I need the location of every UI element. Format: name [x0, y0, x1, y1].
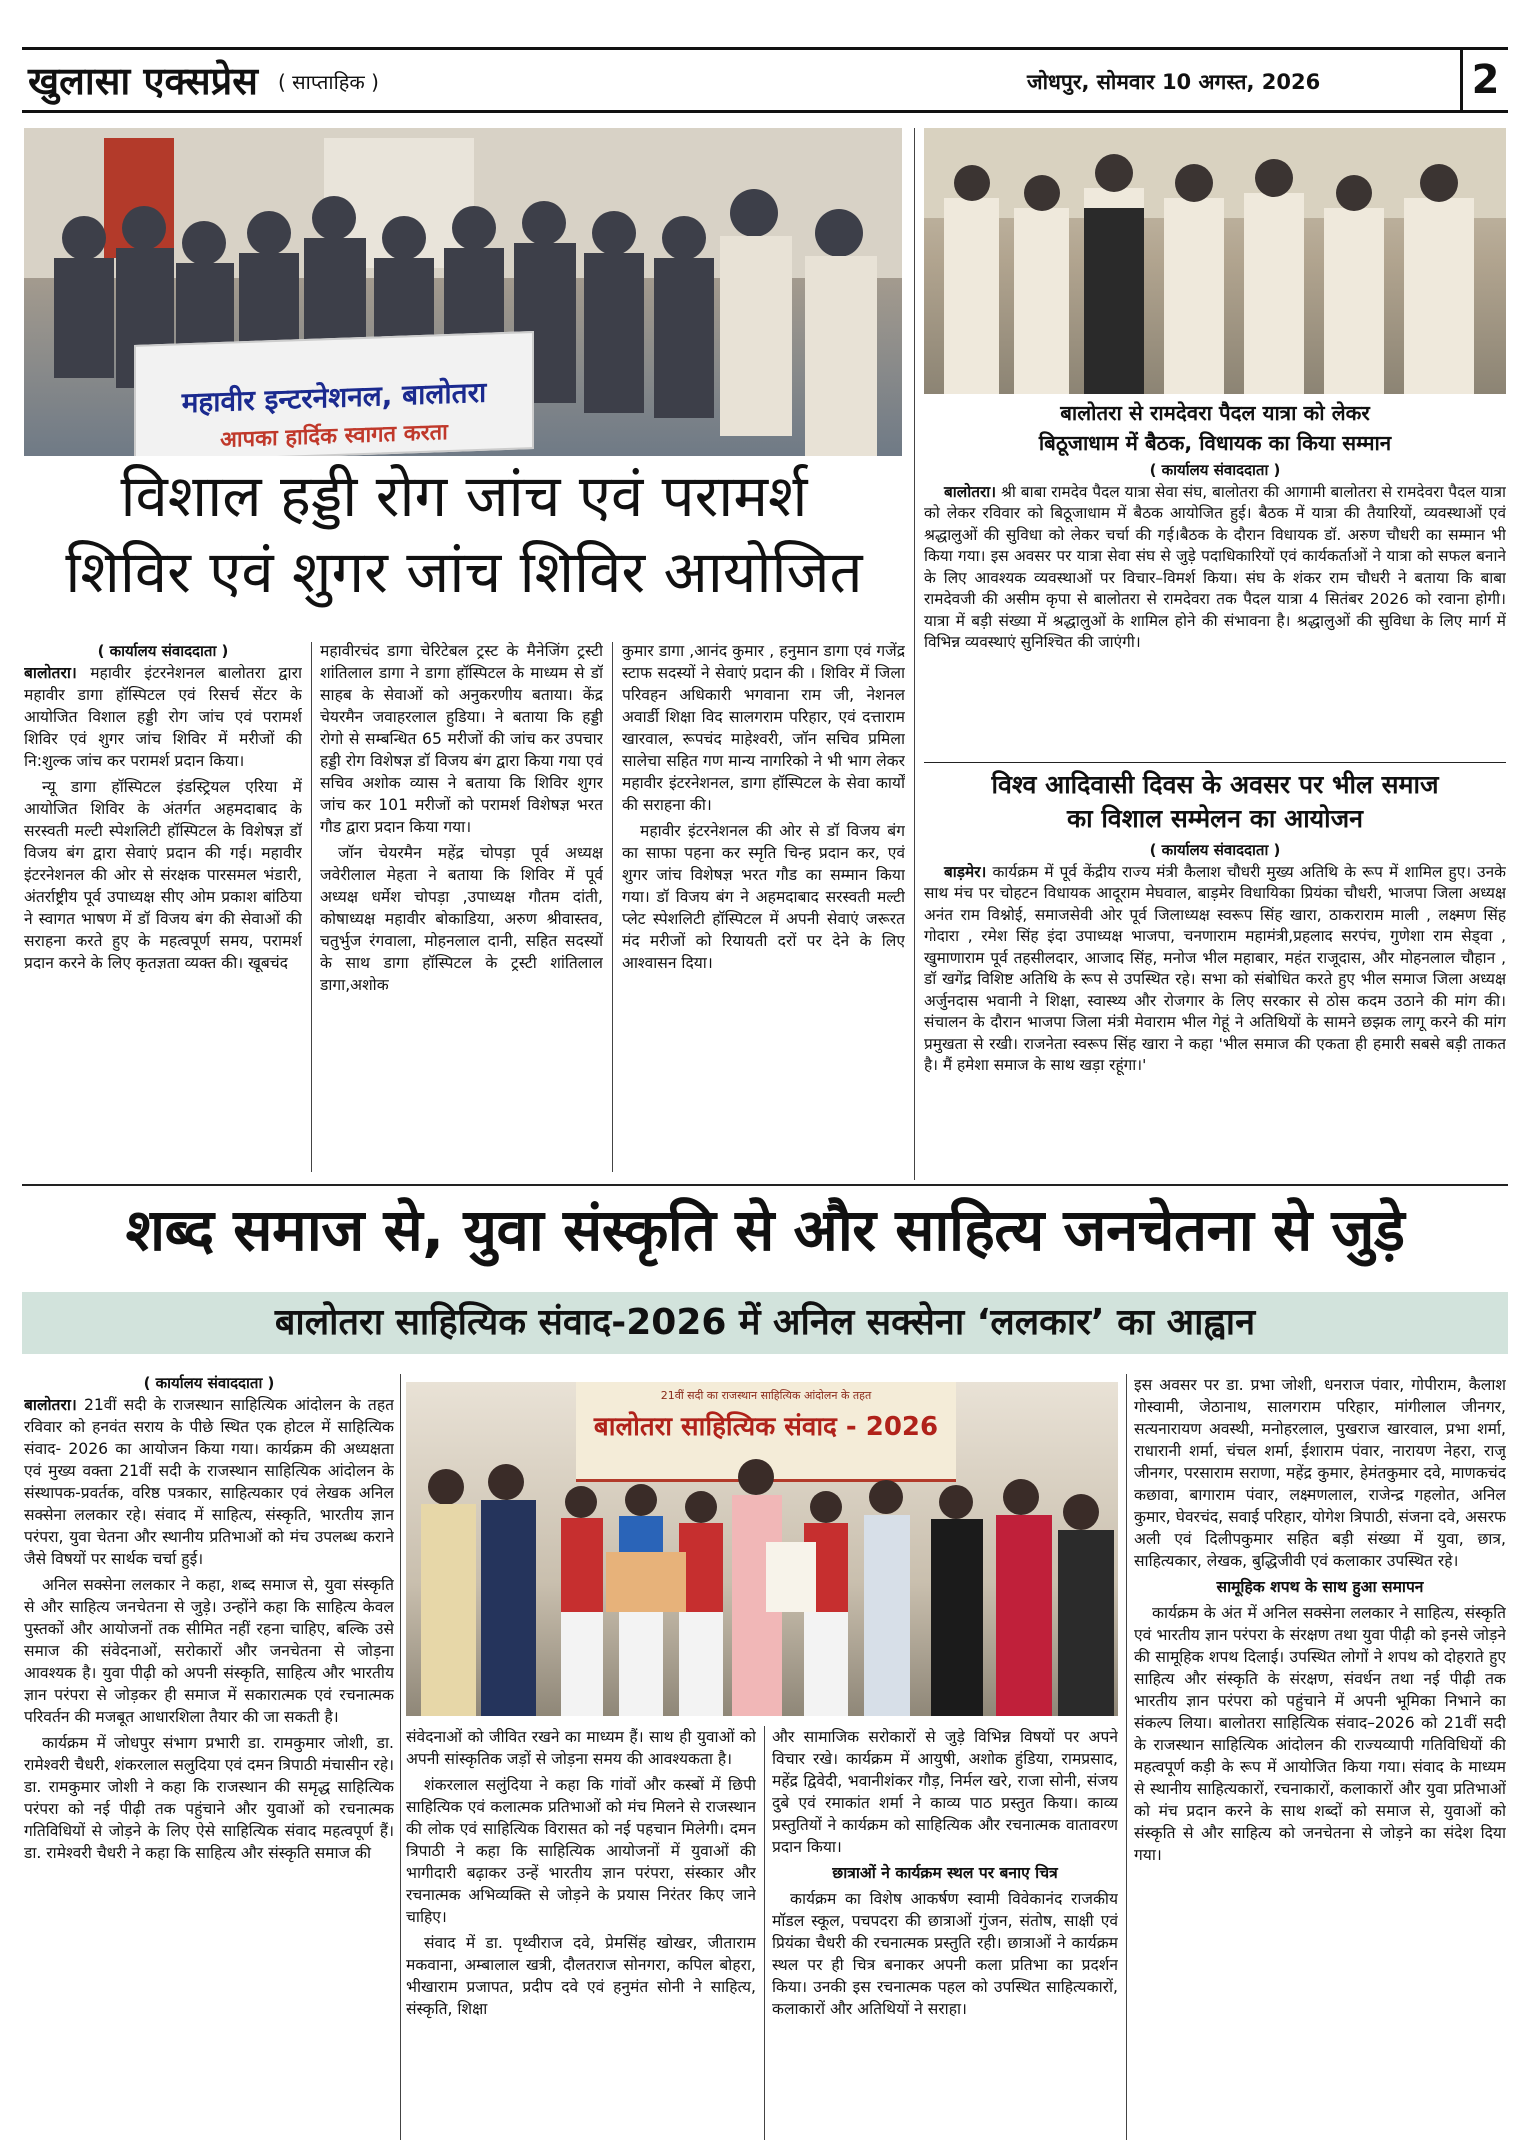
column-rule [612, 642, 613, 1172]
story1-col3-p2: महावीर इंटरनेशनल की ओर से डॉ विजय बंग का साफा पहना कर स्मृति चिन्ह प्रदान कर, एवं शुगर जांच विशेषज्ञ भरत गौड का सम्मान किया गया। डॉ विजय बंग ने अहमदाबाद सरस्वती मल्टी प्लेट स्पेशलिटी हॉस्पिटल में अपनी सेवाएं जरूरत मंद मरीजों को रियायती दरों पर देने के लिए आश्वासन दिया। [622, 822, 905, 972]
paper-name: खुलासा एक्सप्रेस [28, 59, 258, 103]
story4-col4-p2: कार्यक्रम के अंत में अनिल सक्सेना ललकार ने साहित्य, संस्कृति एवं भारतीय ज्ञान परंपरा के संरक्षण तथा युवा पीढ़ी को इनसे जोड़ने की सामूहिक शपथ दिलाई। उपस्थित लोगों ने शपथ को दोहराते हुए साहित्य और संस्कृति के संरक्षण, संवर्धन तथा नई पीढ़ी तक भारतीय ज्ञान परंपरा को पहुंचाने में अपनी भूमिका निभाने का संकल्प लिया। बालोतरा साहित्यिक संवाद–2026 को 21वीं सदी के राजस्थान साहित्यिक आंदोलन की राज्यव्यापी गतिविधियों की महत्वपूर्ण कड़ी के रूप में आयोजित किया गया। संवाद के माध्यम से स्थानीय साहित्यकारों, रचनाकारों, कलाकारों और युवा प्रतिभाओं को मंच प्रदान करने के साथ शब्दों को समाज से, युवाओं को संस्कृति से और साहित्य को जनचेतना से जोड़ने का संदेश दिया गया। [1134, 1604, 1506, 1864]
story4-subheadline-bar [22, 1292, 1508, 1354]
story1-col1-p1: महावीर इंटरनेशनल बालोतरा द्वारा महावीर डागा हॉस्पिटल एवं रिसर्च सेंटर के आयोजित विशाल हड्डी रोग जांच एवं परामर्श शिविर एवं शुगर जांच शिविर में मरीजों की नि:शुल्क जांच कर परामर्श प्रदान किया। [24, 664, 302, 770]
welcome-banner [134, 331, 534, 456]
story1-headline-line1: विशाल हड्डी रोग जांच एवं परामर्श [120, 462, 808, 530]
page-number-text: 2 [1471, 57, 1500, 103]
story4-credit: ( कार्यालय संवाददाता ) [143, 1374, 275, 1392]
story3-headline [924, 768, 1506, 836]
story4-col2-p1: संवेदनाओं को जीवित रखने का माध्यम हैं। साथ ही युवाओं को अपनी सांस्कृतिक जड़ों से जोड़ना समय की आवश्यकता है। [406, 1728, 756, 1768]
story4-col1-p2: अनिल सक्सेना ललकार ने कहा, शब्द समाज से, युवा संस्कृति से और साहित्य जनचेतना से जुड़े। उन्होंने कहा कि साहित्य केवल पुस्तकों और आयोजनों तक सीमित नहीं रहना चाहिए, बल्कि उसे समाज की संवेदनाओं, सरोकारों और जनचेतना से जोड़ना आवश्यक है। युवा पीढ़ी को अपनी संस्कृति, साहित्य और भारतीय ज्ञान परंपरा से जोड़कर ही समाज में सकारात्मक एवं रचनात्मक परिवर्तन की मजबूत आधारशिला तैयार की जा सकती है। [24, 1576, 394, 1726]
backdrop-small-text: 21वीं सदी का राजस्थान साहित्यिक आंदोलन के तहत [660, 1389, 872, 1402]
masthead [22, 47, 1508, 113]
column-rule [1126, 1374, 1127, 2140]
story1-headline-line2: शिविर एवं शुगर जांच शिविर आयोजित [65, 538, 863, 606]
banner-line2: आपका हार्दिक स्वागत करता [220, 420, 448, 453]
story4-col2-p2: शंकरलाल सलुंदिया ने कहा कि गांवों और कस्बों में छिपी साहित्यिक एवं कलात्मक प्रतिभाओं को मंच मिलने से राजस्थान की लोक एवं साहित्यिक विरासत को नई पहचान मिलेगी। दमन त्रिपाठी ने कहा कि साहित्यिक आयोजनों में युवाओं की भागीदारी बढ़ाकर उन्हें भारतीय ज्ञान परंपरा, संस्कार और रचनात्मक अभिव्यक्ति से जोड़ने के प्रयास निरंतर किए जाने चाहिए। [406, 1776, 756, 1926]
story1-col3 [622, 640, 905, 1180]
story2-text: श्री बाबा रामदेव पैदल यात्रा सेवा संघ, बालोतरा की आगामी बालोतरा से रामदेवरा पैदल यात्रा को लेकर रविवार को बिठूजाधाम में बैठक आयोजित हुई। बैठक में यात्रा की तैयारियों, व्यवस्थाओं एवं श्रद्धालुओं की सुविधा को लेकर चर्चा की गई।बैठक के दौरान विधायक डॉ. अरुण चौधरी का सम्मान भी किया गया। इस अवसर पर यात्रा सेवा संघ से जुड़े पदाधिकारियों एवं कार्यकर्ताओं ने यात्रा को सफल बनाने के लिए आवश्यक व्यवस्थाओं पर विचार–विमर्श किया। संघ के शंकर राम चौधरी ने बताया कि बाबा रामदेवजी की असीम कृपा से बालोतरा से रामदेवरा तक पैदल यात्रा 4 सितंबर 2026 को रवाना होगी। यात्रा में बड़ी संख्या में श्रद्धालुओं के शामिल होने की संभावना है। श्रद्धालुओं की सुविधा के लिए मार्ग में विभिन्न व्यवस्थाएं सुनिश्चित की जाएंगी। [924, 482, 1506, 651]
paper-edition: ( साप्ताहिक ) [278, 70, 379, 94]
story1-col2 [320, 640, 603, 1180]
column-rule [311, 642, 312, 1172]
story1-col1-p2: न्यू डागा हॉस्पिटल इंडस्ट्रियल एरिया में आयोजित शिविर के अंतर्गत अहमदाबाद के सरस्वती मल्टी स्पेशलिटी हॉस्पिटल के विशेषज्ञ डॉ विजय बंग द्वारा सेवाएं प्रदान की गई। महावीर इंटरनेशनल की ओर से संरक्षक पारसमल भंडारी, अंतर्राष्ट्रीय पूर्व उपाध्यक्ष सीए ओम प्रकाश बांठिया ने स्वागत भाषण में डॉ विजय बंग की सेवाओं की सराहना करते हुए के महत्वपूर्ण समय, परामर्श प्रदान करने के लिए कृतज्ञता व्यक्त की। खूबचंद [24, 778, 302, 972]
story4-col3-p2: कार्यक्रम का विशेष आकर्षण स्वामी विवेकानंद राजकीय मॉडल स्कूल, पचपदरा की छात्राओं गुंजन, संतोष, साक्षी एवं प्रियंका चैधरी की रचनात्मक प्रस्तुति रही। छात्राओं ने कार्यक्रम स्थल पर ही चित्र बनाकर अपनी कला प्रतिभा का प्रदर्शन किया। उनकी इस रचनात्मक पहल को उपस्थित साहित्यकारों, कलाकारों और अतिथियों ने सराहा। [772, 1890, 1118, 2018]
story4-col4-p1: इस अवसर पर डा. प्रभा जोशी, धनराज पंवार, गोपीराम, कैलाश गोस्वामी, जेठानाथ, सालगराम परिहार, मांगीलाल जीनगर, सत्यनारायण अवस्थी, मनोहरलाल, पुखराज खारवाल, प्रभा शर्मा, राधारानी शर्मा, चंचल शर्मा, ईशाराम पंवार, नारायण नेहरा, राजू जीनगर, परसाराम सराणा, महेंद्र कुमार, हेमंतकुमार दवे, माणकचंद कछावा, बागाराम पंवार, लक्ष्मणलाल, राजेन्द्र गहलोत, अनिल कुमार, घेवरचंद, सवाई परिहार, योगेश त्रिपाठी, संजना दवे, असरफ अली एवं दिलीपकुमार सहित बड़ी संख्या में युवा, छात्र, साहित्यकार, लेखक, बुद्धिजीवी एवं कलाकार उपस्थित रहे। [1134, 1376, 1506, 1570]
story1-col3-p1: कुमार डागा ,आनंद कुमार , हनुमान डागा एवं गजेंद्र स्टाफ सदस्यों ने सेवाएं प्रदान की । शिविर में जिला परिवहन अधिकारी भगवाना राम जी, नेशनल अवार्डी शिक्षा विद सालगराम परिहार, एवं दत्ताराम खारवाल, रूपचंद माहेश्वरी, जॉन सचिव प्रमिला सालेचा सहित गण मान्य नागरिको ने भी भाग लेकर महावीर इंटरनेशनल, डागा हॉस्पिटल के सेवा कार्यों की सराहना की। [622, 642, 905, 814]
story1-credit: ( कार्यालय संवाददाता ) [97, 642, 229, 660]
story4-col1-p1: 21वीं सदी के राजस्थान साहित्यिक आंदोलन के तहत रविवार को हनवंत सराय के पीछे स्थित एक होटल में साहित्यिक संवाद- 2026 का आयोजन किया गया। कार्यक्रम की अध्यक्षता एवं मुख्य वक्ता 21वीं सदी के राजस्थान साहित्यिक आंदोलन के संस्थापक-प्रवर्तक, वरिष्ठ पत्रकार, साहित्यकार एवं लेखक अनिल सक्सेना ललकार रहे। संवाद में साहित्य, संस्कृति, भारतीय ज्ञान परंपरा, युवा चेतना और स्थानीय प्रतिभाओं को मंच उपलब्ध कराने जैसे विषयों पर सार्थक चर्चा हुई। [24, 1396, 394, 1568]
section-rule [914, 128, 915, 1180]
meeting-people-illustration [924, 128, 1506, 394]
column-rule [400, 1374, 401, 2140]
section-divider [22, 1184, 1508, 1186]
story2-dateline: बालोतरा। [944, 482, 997, 501]
story3-dateline: बाड़मेर। [944, 862, 987, 881]
story4-col4 [1134, 1374, 1506, 2142]
page-number [1460, 47, 1508, 113]
story2-body [924, 460, 1506, 760]
backdrop-title: बालोतरा साहित्यिक संवाद - 2026 [593, 1412, 939, 1442]
story1-col2-p2: जॉन चेयरमैन महेंद्र चोपड़ा पूर्व अध्यक्ष जवेरीलाल मेहता ने बताया कि शिविर में पूर्व अध्यक्ष धर्मेश चोपड़ा ,उपाध्यक्ष गौतम दांती, कोषाध्यक्ष महावीर बोकाडिया, अरुण श्रीवास्तव, चतुर्भुज रंगवाला, मोहनलाल दानी, सहित सदस्यों के साथ डागा हॉस्पिटल के ट्रस्टी शांतिलाल डागा,अशोक [320, 844, 603, 994]
story3-headline-line2: का विशाल सम्मेलन का आयोजन [1066, 804, 1364, 833]
story4-col1 [24, 1372, 394, 2142]
story4-subheadline: बालोतरा साहित्यिक संवाद-2026 में अनिल सक्सेना ‘ललकार’ का आह्वान [274, 1302, 1256, 1343]
story1-headline [24, 458, 904, 610]
literary-event-photo [406, 1382, 1118, 1716]
story4-col1-p3: कार्यक्रम में जोधपुर संभाग प्रभारी डा. रामकुमार जोशी, डा. रामेश्वरी चैधरी, शंकरलाल सलुदिया एवं दमन त्रिपाठी मंचासीन रहे। डा. रामकुमार जोशी ने कहा कि राजस्थान की समृद्ध साहित्यिक परंपरा को नई पीढ़ी तक पहुंचाने और युवाओं को रचनात्मक गतिविधियों से जोड़ने के लिए ऐसे साहित्यिक संवाद महत्वपूर्ण हैं। डा. रामेश्वरी चैधरी ने कहा कि साहित्य और संस्कृति समाज की [24, 1734, 394, 1862]
story1-col2-p1: महावीरचंद डागा चेरिटेबल ट्रस्ट के मैनेजिंग ट्रस्टी शांतिलाल डागा ने डागा हॉस्पिटल के माध्यम से डॉ साहब के सेवाओं को अनुकरणीय बताया। केंद्र चेयरमैन जवाहरलाल हुडिया। ने बताया कि हड्डी रोगो से सम्बन्धित 65 मरीजों की जांच कर उपचार हड्डी रोग विशेषज्ञ डॉ विजय बंग द्वारा किया गया एवं सचिव अशोक व्यास ने बताया कि शिविर शुगर जांच कर 101 मरीजों को परामर्श विशेषज्ञ भरत गौड द्वारा प्रदान किया गया। [320, 642, 603, 836]
story1-col1 [24, 640, 302, 1180]
story1-dateline: बालोतरा। [24, 664, 77, 682]
story4-col3-subhead: छात्राओं ने कार्यक्रम स्थल पर बनाए चित्र [832, 1864, 1058, 1882]
event-people-illustration [406, 1382, 1118, 1716]
banner-line1: महावीर इन्टरनेशनल, बालोतरा [181, 375, 487, 420]
story3-body [924, 840, 1506, 1180]
meeting-photo [924, 128, 1506, 394]
story3-headline-line1: विश्व आदिवासी दिवस के अवसर पर भील समाज [991, 770, 1439, 799]
story2-headline-line1: बालोतरा से रामदेवरा पैदल यात्रा को लेकर [1060, 401, 1370, 425]
story-divider [924, 762, 1506, 763]
story4-col4-subhead: सामूहिक शपथ के साथ हुआ समापन [1216, 1578, 1424, 1596]
story4-col3-p1: और सामाजिक सरोकारों से जुड़े विभिन्न विषयों पर अपने विचार रखे। कार्यक्रम में आयुषी, अशोक हुंडिया, रामप्रसाद, महेंद्र द्विवेदी, भवानीशंकर गौड़, निर्मल खरे, राजा सोनी, संजय दुबे एवं रमाकांत शर्मा ने काव्य पाठ प्रस्तुत किया। काव्य प्रस्तुतियों ने कार्यक्रम को साहित्यिक और रचनात्मक वातावरण प्रदान किया। [772, 1728, 1118, 1856]
story3-credit: ( कार्यालय संवाददाता ) [1149, 841, 1281, 859]
column-rule [764, 1726, 765, 2140]
story4-dateline: बालोतरा। [24, 1396, 77, 1414]
story3-text: कार्यक्रम में पूर्व केंद्रीय राज्य मंत्री कैलाश चौधरी मुख्य अतिथि के रूप में शामिल हुए। उनके साथ मंच पर चोहटन विधायक आदूराम मेघवाल, बाड़मेर विधायिका प्रियंका चौधरी, भाजपा जिला अध्यक्ष अनंत राम विश्नोई, समाजसेवी ओर पूर्व जिलाध्यक्ष स्वरूप सिंह खारा, ठाकराराम माली , लक्ष्मण सिंह गोदारा , रमेश सिंह इंदा उपाध्यक्ष भाजपा, चनणाराम महामंत्री,प्रहलाद सरपंच, गुणेशा राम सेड्वा , खुमाणाराम पूर्व तहसीलदार, आजाद सिंह, मनोज भील महाबार, महंत राजूदास, और मोहनलाल चौहान , डॉ खगेंद्र विशिष्ट अतिथि के रूप से उपस्थित रहे। सभा को संबोधित करते हुए भील समाज जिला अध्यक्ष अर्जुनदास भवानी ने शिक्षा, स्वास्थ्य और रोजगार के लिए सरकार से ठोस कदम उठाने की मांग की। संचालन के दौरान भाजपा जिला मंत्री मेवाराम भील गेहूं ने अतिथियों के सामने छझक लागू करने की मांग प्रमुखता से रखी। राजनेता स्वरूप सिंह खारा ने कहा 'भील समाज की एकता ही हमारी सबसे बड़ी ताकत है। मैं हमेशा समाज के साथ खड़ा रहूंगा।' [924, 862, 1506, 1074]
story2-headline-line2: बिठूजाधाम में बैठक, विधायक का किया सम्मान [1038, 431, 1392, 455]
story2-headline [924, 398, 1506, 458]
page-dateline: जोधपुर, सोमवार 10 अगस्त, 2026 [1027, 70, 1321, 94]
story4-col2 [406, 1726, 756, 2142]
story4-headline: शब्द समाज से, युवा संस्कृति से और साहित्य जनचेतना से जुड़े [125, 1196, 1405, 1264]
story2-credit: ( कार्यालय संवाददाता ) [1149, 461, 1281, 479]
story4-col2-p3: संवाद में डा. पृथ्वीराज दवे, प्रेमसिंह खोखर, जीताराम मकवाना, अम्बालाल खत्री, दौलतराज सोनगरा, कपिल बोहरा, भीखाराम प्रजापत, प्रदीप दवे एवं हनुमंत सोनी ने साहित्य, संस्कृति, शिक्षा [406, 1934, 756, 2018]
story4-col3 [772, 1726, 1118, 2142]
hospital-camp-photo [24, 128, 902, 456]
